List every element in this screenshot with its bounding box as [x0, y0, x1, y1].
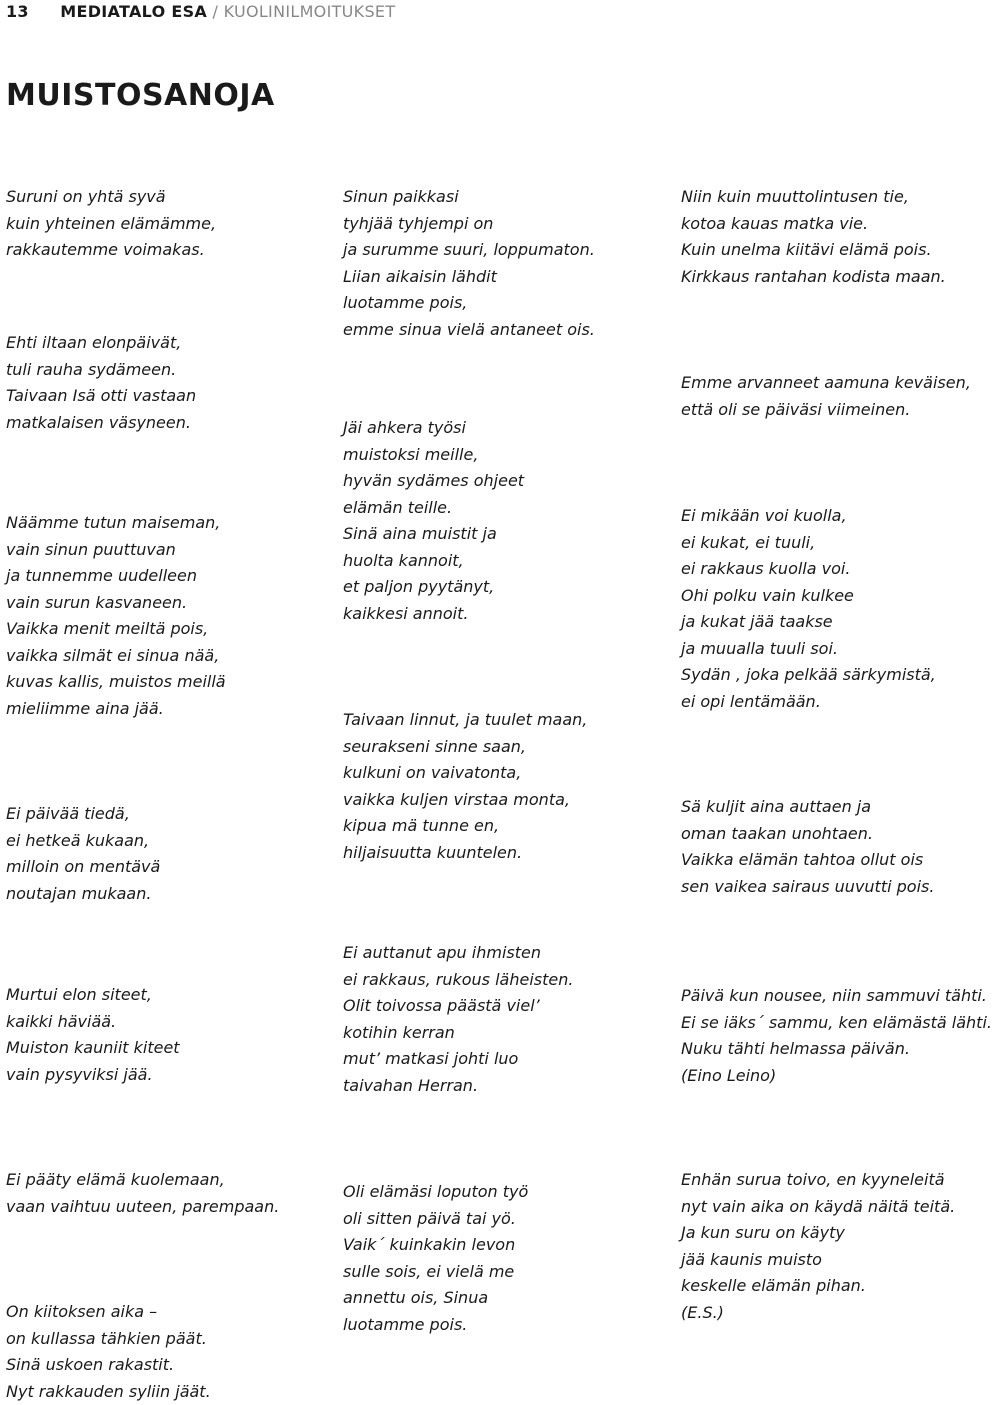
poem-ei-paivaa: Ei päivää tiedä, ei hetkeä kukaan, milloin on mentävä noutajan mukaan. [6, 804, 161, 903]
poem-kiitoksen-aika: On kiitoksen aika – on kullassa tähkien päät. Sinä uskoen rakastit. Nyt rakkauden syliin jäät. [6, 1302, 211, 1401]
poem-emme-arvanneet: Emme arvanneet aamuna keväisen, että oli se päiväsi viimeinen. [681, 373, 971, 419]
poem-murtui: Murtui elon siteet, kaikki häviää. Muiston kauniit kiteet vain pysyviksi jää. [6, 985, 180, 1084]
poem-loputon-tyo: Oli elämäsi loputon työ oli sitten päivä tai yö. Vaik´ kuinkakin levon sulle sois, ei vielä me annettu ois, Sinua luotamme pois. [343, 1182, 529, 1334]
poem-jai-ahkera: Jäi ahkera työsi muistoksi meille, hyvän sydämes ohjeet elämän teille. Sinä aina muistit ja huolta kannoit, et paljon pyytänyt, kaikkesi annoit. [343, 418, 525, 623]
poem-naamme: Näämme tutun maiseman, vain sinun puuttuvan ja tunnemme uudelleen vain surun kasvaneen. Vaikka menit meiltä pois, vaikka silmät ei sinua nää, kuvas kallis, muistos meillä mieliimme aina jää. [6, 513, 226, 718]
poem-taivaan-linnut: Taivaan linnut, ja tuulet maan, seurakseni sinne saan, kulkuni on vaivatonta, vaikka kuljen virstaa monta, kipua mä tunne en, hiljaisuutta kuuntelen. [343, 710, 588, 862]
page-title: MUISTOSANOJA [6, 78, 275, 113]
poem-ei-paaty: Ei pääty elämä kuolemaan, vaan vaihtuu uuteen, parempaan. [6, 1170, 280, 1216]
poem-sa-kuljit: Sä kuljit aina auttaen ja oman taakan unohtaen. Vaikka elämän tahtoa ollut ois sen vaikea sairaus uuvutti pois. [681, 797, 935, 896]
poem-ehti-iltaan: Ehti iltaan elonpäivät, tuli rauha sydämeen. Taivaan Isä otti vastaan matkalaisen väsyneen. [6, 333, 197, 432]
poem-sinun-paikkasi: Sinun paikkasi tyhjää tyhjempi on ja surumme suuri, loppumaton. Liian aikaisin lähdit luotamme pois, emme sinua vielä antaneet ois. [343, 187, 595, 339]
poem-ei-auttanut: Ei auttanut apu ihmisten ei rakkaus, rukous läheisten. Olit toivossa päästä viel’ kotihin kerran mut’ matkasi johti luo taivahan Herran. [343, 943, 574, 1095]
poem-ei-mikaan: Ei mikään voi kuolla, ei kukat, ei tuuli, ei rakkaus kuolla voi. Ohi polku vain kulkee ja kukat jää taakse ja muualla tuuli soi. Sydän , joka pelkää särkymistä, ei opi lentämään. [681, 506, 936, 711]
poem-suruni: Suruni on yhtä syvä kuin yhteinen elämämme, rakkautemme voimakas. [6, 187, 217, 259]
poem-paiva-kun-nousee: Päivä kun nousee, niin sammuvi tähti. Ei se iäks´ sammu, ken elämästä lähti. Nuku tähti helmassa päivän. (Eino Leino) [681, 986, 992, 1085]
poem-muuttolintusen-tie: Niin kuin muuttolintusen tie, kotoa kauas matka vie. Kuin unelma kiitävi elämä pois. Kirkkaus rantahan kodista maan. [681, 187, 946, 286]
page-number: 13 [6, 2, 29, 21]
publication-name: MEDIATALO ESA [60, 2, 208, 21]
section-name: KUOLINILMOITUKSET [223, 2, 396, 21]
page-header [6, 0, 395, 24]
poem-enhan-surua: Enhän surua toivo, en kyyneleitä nyt vain aika on käydä näitä teitä. Ja kun suru on käyty jää kaunis muisto keskelle elämän pihan. (E.S.) [681, 1170, 956, 1322]
header-separator: / [212, 2, 219, 21]
